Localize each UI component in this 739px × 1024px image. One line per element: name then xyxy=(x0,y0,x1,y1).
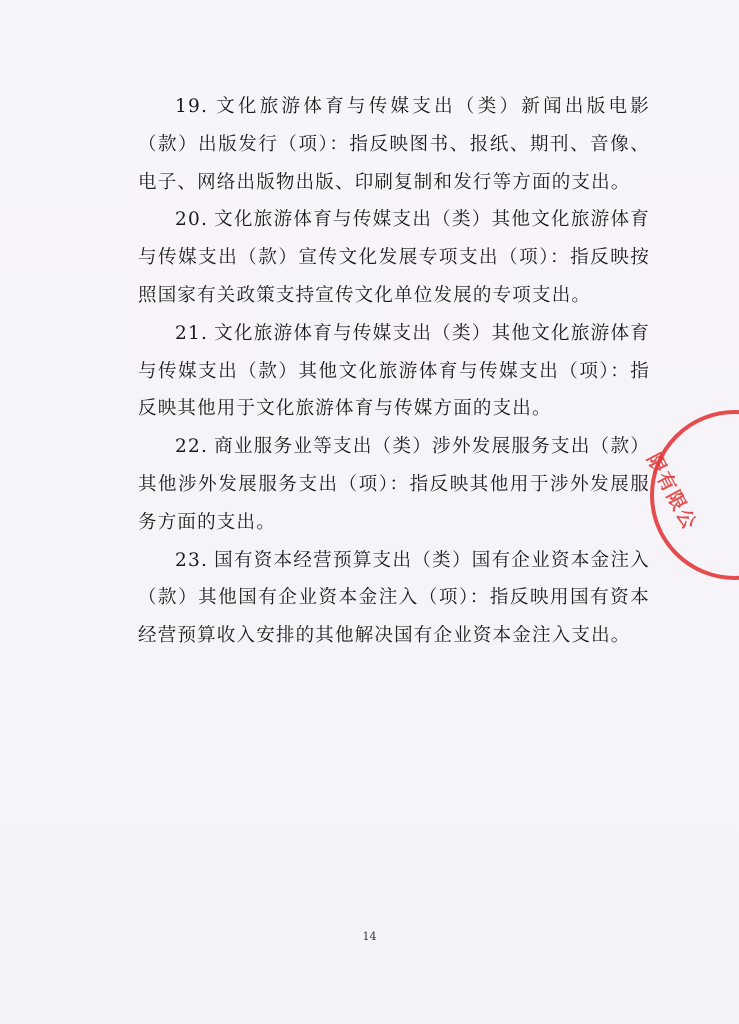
paragraph-22 xyxy=(138,428,650,541)
paragraph-19 xyxy=(138,88,650,201)
paragraph-23 xyxy=(138,542,650,655)
paragraph-text: 文化旅游体育与传媒支出（类）其他文化旅游体育与传媒支出（款）宣传文化发展专项支出（项）：指反映按照国家有关政策支持宣传文化单位发展的专项支出。 xyxy=(138,209,650,306)
page-number: 14 xyxy=(362,930,377,943)
paragraph-number: 21. xyxy=(175,322,209,344)
paragraph-number: 23. xyxy=(175,549,209,571)
paragraph-text: 商业服务业等支出（类）涉外发展服务支出（款）其他涉外发展服务支出（项）：指反映其他用于涉外发展服务方面的支出。 xyxy=(138,436,650,533)
paragraph-20 xyxy=(138,201,650,314)
paragraph-number: 20. xyxy=(175,209,209,231)
paragraph-21 xyxy=(138,315,650,428)
paragraph-text: 文化旅游体育与传媒支出（类）其他文化旅游体育与传媒支出（款）其他文化旅游体育与传媒支出（项）：指反映其他用于文化旅游体育与传媒方面的支出。 xyxy=(138,322,650,420)
paragraph-text: 文化旅游体育与传媒支出（类）新闻出版电影（款）出版发行（项）：指反映图书、报纸、期刊、音像、电子、网络出版物出版、印刷复制和发行等方面的支出。 xyxy=(138,96,650,193)
paragraph-text: 国有资本经营预算支出（类）国有企业资本金注入（款）其他国有企业资本金注入（项）：指反映用国有资本经营预算收入安排的其他解决国有企业资本金注入支出。 xyxy=(138,549,650,647)
paragraph-number: 19. xyxy=(175,96,209,117)
official-seal-text: 限有限公 xyxy=(642,449,701,535)
document-body xyxy=(138,88,650,655)
paragraph-number: 22. xyxy=(175,436,209,458)
